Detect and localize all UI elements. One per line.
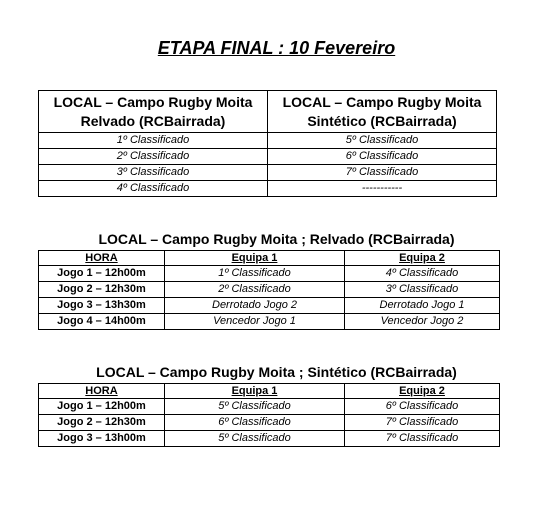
team-cell: 2º Classificado [165,282,345,298]
team-cell: 6º Classificado [165,415,345,431]
table-row [39,431,500,447]
game-time-cell: Jogo 1 – 12h00m [39,266,165,282]
table-row [39,133,497,149]
table-row [39,149,497,165]
table-cell: 3º Classificado [39,165,268,181]
table-row [39,181,497,197]
team-cell: Vencedor Jogo 1 [165,314,345,330]
column-header-equipa-2: Equipa 2 [345,384,500,399]
table-cell: 5º Classificado [268,133,497,149]
game-time-cell: Jogo 1 – 12h00m [39,399,165,415]
table-cell: ----------- [268,181,497,197]
team-cell: 5º Classificado [165,399,345,415]
table-header-row [39,91,497,133]
page-title: ETAPA FINAL : 10 Fevereiro [157,38,396,58]
team-cell: 7º Classificado [345,415,500,431]
game-time-cell: Jogo 4 – 14h00m [39,314,165,330]
table-header-row [39,384,500,399]
table-header-row [39,251,500,266]
team-cell: 6º Classificado [345,399,500,415]
column-header-relvado: LOCAL – Campo Rugby Moita Relvado (RCBairrada) [39,91,268,133]
team-cell: 7º Classificado [345,431,500,447]
table-row [39,266,500,282]
table-cell: 7º Classificado [268,165,497,181]
column-header-hora: HORA [39,251,165,266]
team-cell: Derrotado Jogo 1 [345,298,500,314]
game-time-cell: Jogo 2 – 12h30m [39,415,165,431]
team-cell: 1º Classificado [165,266,345,282]
table-row [39,282,500,298]
game-time-cell: Jogo 2 – 12h30m [39,282,165,298]
game-time-cell: Jogo 3 – 13h30m [39,298,165,314]
column-header-sintetico: LOCAL – Campo Rugby Moita Sintético (RCBairrada) [268,91,497,133]
locations-table [38,90,497,197]
section-heading-relvado: LOCAL – Campo Rugby Moita ; Relvado (RCBairrada) [98,231,455,247]
column-header-equipa-2: Equipa 2 [345,251,500,266]
column-header-equipa-1: Equipa 1 [165,251,345,266]
team-cell: Vencedor Jogo 2 [345,314,500,330]
table-cell: 4º Classificado [39,181,268,197]
column-header-hora: HORA [39,384,165,399]
table-cell: 1º Classificado [39,133,268,149]
section-heading-sintetico: LOCAL – Campo Rugby Moita ; Sintético (RCBairrada) [96,364,457,380]
table-row [39,298,500,314]
team-cell: Derrotado Jogo 2 [165,298,345,314]
schedule-table-relvado [38,250,500,330]
team-cell: 4º Classificado [345,266,500,282]
table-row [39,399,500,415]
team-cell: 3º Classificado [345,282,500,298]
team-cell: 5º Classificado [165,431,345,447]
table-cell: 6º Classificado [268,149,497,165]
table-row [39,415,500,431]
column-header-equipa-1: Equipa 1 [165,384,345,399]
table-row [39,165,497,181]
table-row [39,314,500,330]
table-cell: 2º Classificado [39,149,268,165]
game-time-cell: Jogo 3 – 13h00m [39,431,165,447]
schedule-table-sintetico [38,383,500,447]
